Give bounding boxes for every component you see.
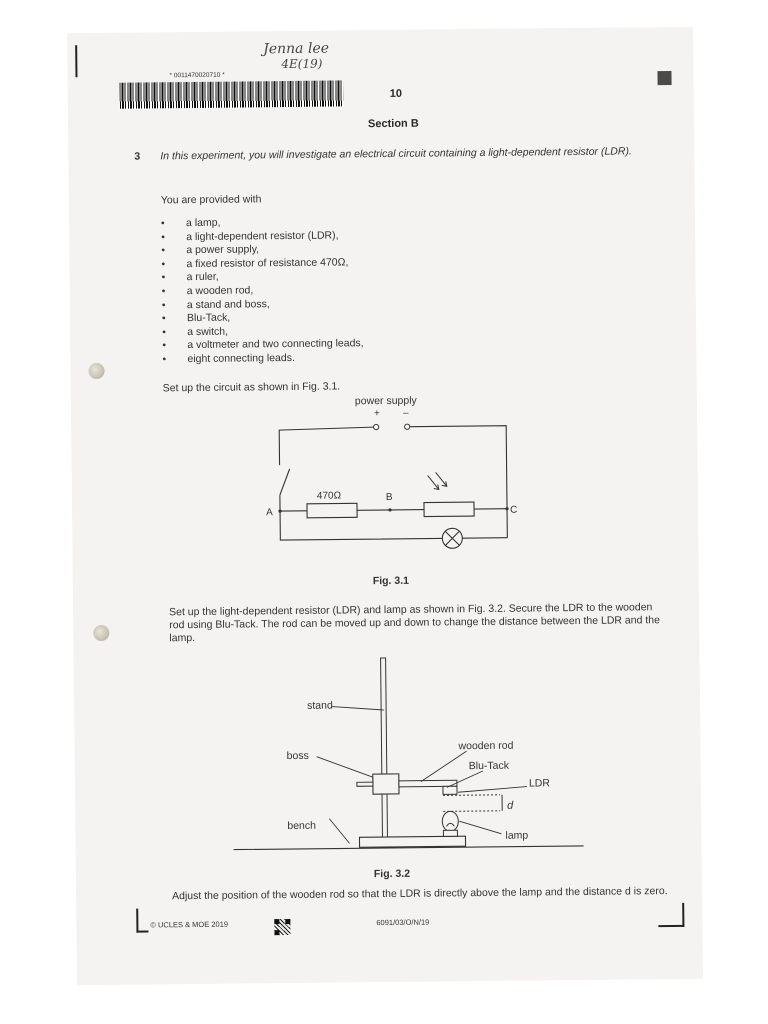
wooden-rod-label: wooden rod bbox=[458, 739, 514, 753]
boss-label: boss bbox=[286, 749, 309, 763]
stand-rod bbox=[381, 658, 388, 837]
list-item: • a light-dependent resistor (LDR), bbox=[161, 227, 561, 245]
point-a-label: A bbox=[266, 507, 273, 519]
circuit-diagram bbox=[261, 392, 533, 581]
list-item: • a fixed resistor of resistance 470Ω, bbox=[161, 254, 561, 272]
ldr-label: LDR bbox=[528, 777, 550, 790]
ldr-instruction: Set up the light-dependent resistor (LDR) and lamp as shown in Fig. 3.2. Secure the LDR to the wooden rod using Blu-Tack. The rod can be moved up and down to change the distance between the LDR and the lamp. bbox=[169, 601, 660, 645]
margin-mark bbox=[75, 45, 77, 77]
ldr-symbol bbox=[424, 502, 474, 517]
boss-screw bbox=[357, 782, 373, 786]
point-b-node bbox=[388, 508, 391, 511]
apparatus-diagram bbox=[224, 648, 586, 862]
lamp-bulb-icon bbox=[442, 811, 458, 836]
stand-base bbox=[359, 836, 465, 847]
point-c-label: C bbox=[509, 504, 518, 516]
copyright-text: © UCLES & MOE 2019 bbox=[150, 919, 229, 930]
lamp-label: lamp bbox=[505, 829, 529, 842]
point-b-label: B bbox=[385, 491, 393, 503]
section-title: Section B bbox=[367, 117, 419, 131]
light-arrows-icon bbox=[428, 472, 447, 489]
list-item: • a lamp, bbox=[161, 213, 561, 231]
lamp-symbol bbox=[442, 528, 462, 548]
page-number: 10 bbox=[389, 87, 402, 100]
adjust-instruction: Adjust the position of the wooden rod so that the LDR is directly above the lamp and the distance d is zero. bbox=[172, 885, 668, 903]
resistor-value-label: 470Ω bbox=[316, 490, 342, 502]
circuit-wires bbox=[279, 426, 507, 540]
barcode-number: * 0011470020710 * bbox=[169, 71, 225, 80]
list-item: • a stand and boss, bbox=[162, 295, 562, 313]
qr-code bbox=[274, 919, 290, 935]
plus-terminal-label: + bbox=[373, 408, 380, 420]
setup-instruction: Set up the circuit as shown in Fig. 3.1. bbox=[162, 380, 341, 395]
list-item: • a voltmeter and two connecting leads, bbox=[162, 335, 562, 353]
list-item: • a power supply, bbox=[161, 240, 561, 258]
question-intro: In this experiment, you will investigate an electrical circuit containing a light-dependent resistor (LDR). bbox=[160, 145, 632, 163]
list-item: • eight connecting leads. bbox=[162, 349, 562, 367]
list-item: • a wooden rod, bbox=[162, 281, 562, 299]
corner-mark-right bbox=[658, 903, 684, 927]
list-item: • a ruler, bbox=[162, 268, 562, 286]
question-number: 3 bbox=[134, 150, 141, 163]
punch-hole-bottom bbox=[93, 625, 109, 641]
point-c-node bbox=[505, 507, 508, 510]
blu-tack-label: Blu-Tack bbox=[468, 759, 510, 773]
point-a-node bbox=[278, 509, 281, 512]
barcode-image bbox=[120, 80, 344, 108]
fig32-caption: Fig. 3.2 bbox=[373, 867, 411, 881]
plus-terminal bbox=[374, 424, 379, 429]
list-item: • a switch, bbox=[162, 322, 562, 340]
ldr-shape bbox=[443, 786, 457, 794]
paper-code: 6091/03/O/N/19 bbox=[376, 917, 430, 928]
fig31-caption: Fig. 3.1 bbox=[372, 574, 410, 588]
stand-label: stand bbox=[307, 699, 333, 712]
boss-clamp bbox=[373, 774, 399, 794]
power-supply-label: power supply bbox=[354, 394, 417, 408]
minus-terminal-label: – bbox=[402, 407, 409, 419]
bench-label: bench bbox=[287, 819, 317, 833]
provided-heading: You are provided with bbox=[160, 193, 262, 207]
ldr-level-line bbox=[443, 795, 500, 796]
fixed-resistor bbox=[307, 503, 357, 518]
provided-list bbox=[161, 213, 563, 367]
corner-block bbox=[657, 71, 671, 85]
handwritten-name: Jenna lee bbox=[263, 40, 330, 58]
punch-hole-top bbox=[88, 363, 104, 379]
list-item: • Blu-Tack, bbox=[162, 308, 562, 326]
corner-mark-left bbox=[136, 909, 148, 933]
label-leaders bbox=[316, 705, 527, 844]
exam-page bbox=[67, 27, 703, 986]
distance-d-label: d bbox=[507, 799, 514, 812]
minus-terminal bbox=[405, 424, 410, 429]
handwritten-class: 4E(19) bbox=[281, 56, 323, 72]
